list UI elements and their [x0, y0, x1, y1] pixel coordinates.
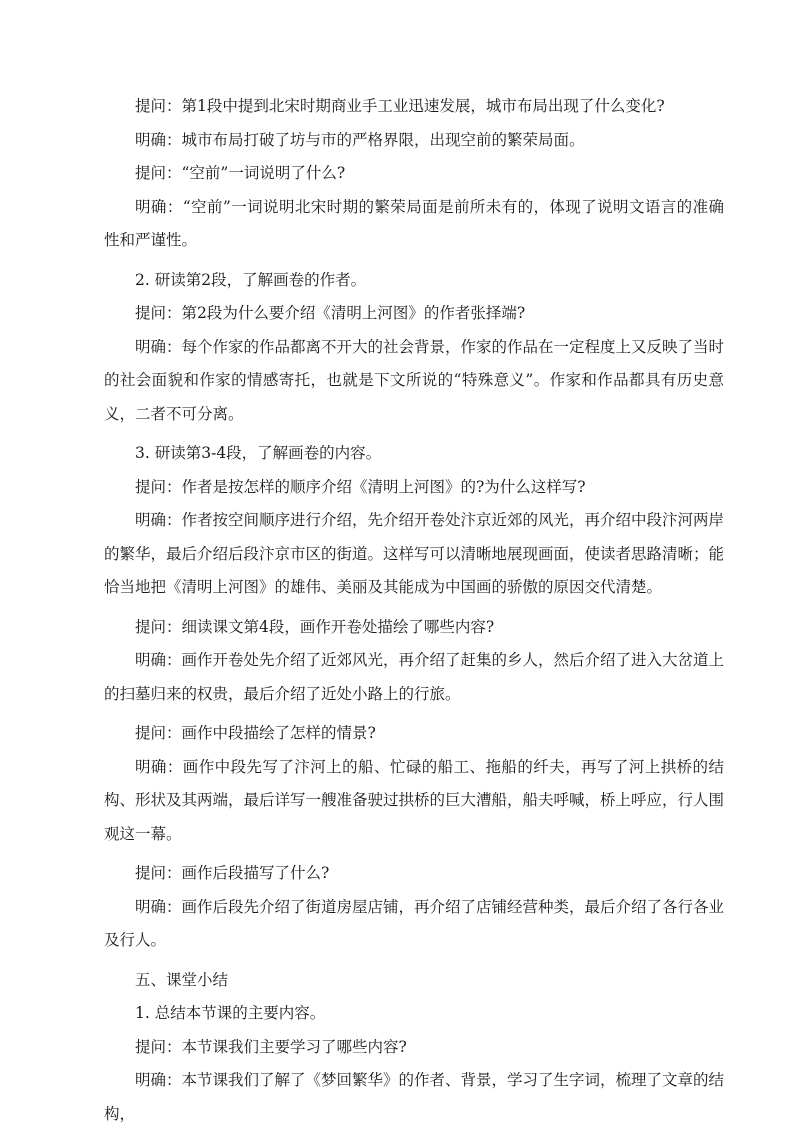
section-heading-3: 3. 研读第3-4段，了解画卷的内容。	[135, 444, 382, 462]
subsection-heading-1: 1. 总结本节课的主要内容。	[135, 1004, 326, 1022]
question-p11: 提问：细读课文第4段，画作开卷处描绘了哪些内容?	[135, 617, 495, 636]
document-body	[104, 90, 724, 1131]
answer-p20: 明确：本节课我们了解了《梦回繁华》的作者、背景，学习了生字词，梳理了文章的结构，	[104, 1071, 725, 1123]
section-heading-5: 五、课堂小结	[135, 970, 229, 989]
question-p15: 提问：画作后段描写了什么?	[135, 864, 330, 882]
answer-p1: 明确：城市布局打破了坊与市的严格界限，出现空前的繁荣局面。	[135, 130, 585, 149]
question-p1: 提问：第1段中提到北宋时期商业手工业迅速发展，城市布局出现了什么变化?	[135, 97, 665, 115]
question-p9: 提问：作者是按怎样的顺序介绍《清明上河图》的?为什么这样写?	[135, 477, 586, 496]
section-heading-2: 2. 研读第2段，了解画卷的作者。	[135, 270, 367, 289]
answer-p10: 明确：作者按空间顺序进行介绍，先介绍开卷处汴京近郊的风光，再介绍中段汴河两岸的繁华，最后介绍后段汴京市区的街道。这样写可以清晰地展现画面，使读者思路清晰；能恰当地把《清明上河图》的雄伟、美丽及其能成为中国画的骄傲的原因交代清楚。	[104, 511, 725, 596]
answer-p14: 明确：画作中段先写了汴河上的船、忙碌的船工、拖船的纤夫，再写了河上拱桥的结构、形状及其两端，最后详写一艘准备驶过拱桥的巨大漕船，船夫呼喊，桥上呼应，行人围观这一幕。	[104, 757, 725, 843]
question-p6: 提问：第2段为什么要介绍《清明上河图》的作者张择端?	[135, 304, 526, 322]
question-p13: 提问：画作中段描绘了怎样的情景?	[135, 724, 376, 742]
answer-p16: 明确：画作后段先介绍了街道房屋店铺，再介绍了店铺经营种类，最后介绍了各行各业及行人。	[104, 897, 725, 949]
answer-p4: 明确：“空前”一词说明北宋时期的繁荣局面是前所未有的，体现了说明文语言的准确性和严谨性。	[104, 197, 724, 249]
question-p3: 提问：“空前”一词说明了什么?	[135, 164, 346, 182]
answer-p12: 明确：画作开卷处先介绍了近郊风光，再介绍了赶集的乡人，然后介绍了进入大岔道上的扫墓归来的权贵，最后介绍了近处小路上的行旅。	[104, 651, 725, 703]
answer-p7: 明确：每个作家的作品都离不开大的社会背景，作家的作品在一定程度上又反映了当时的社会面貌和作家的情感寄托，也就是下文所说的“特殊意义”。作家和作品都具有历史意义，二者不可分离。	[104, 337, 725, 423]
question-p19: 提问：本节课我们主要学习了哪些内容?	[135, 1037, 407, 1056]
